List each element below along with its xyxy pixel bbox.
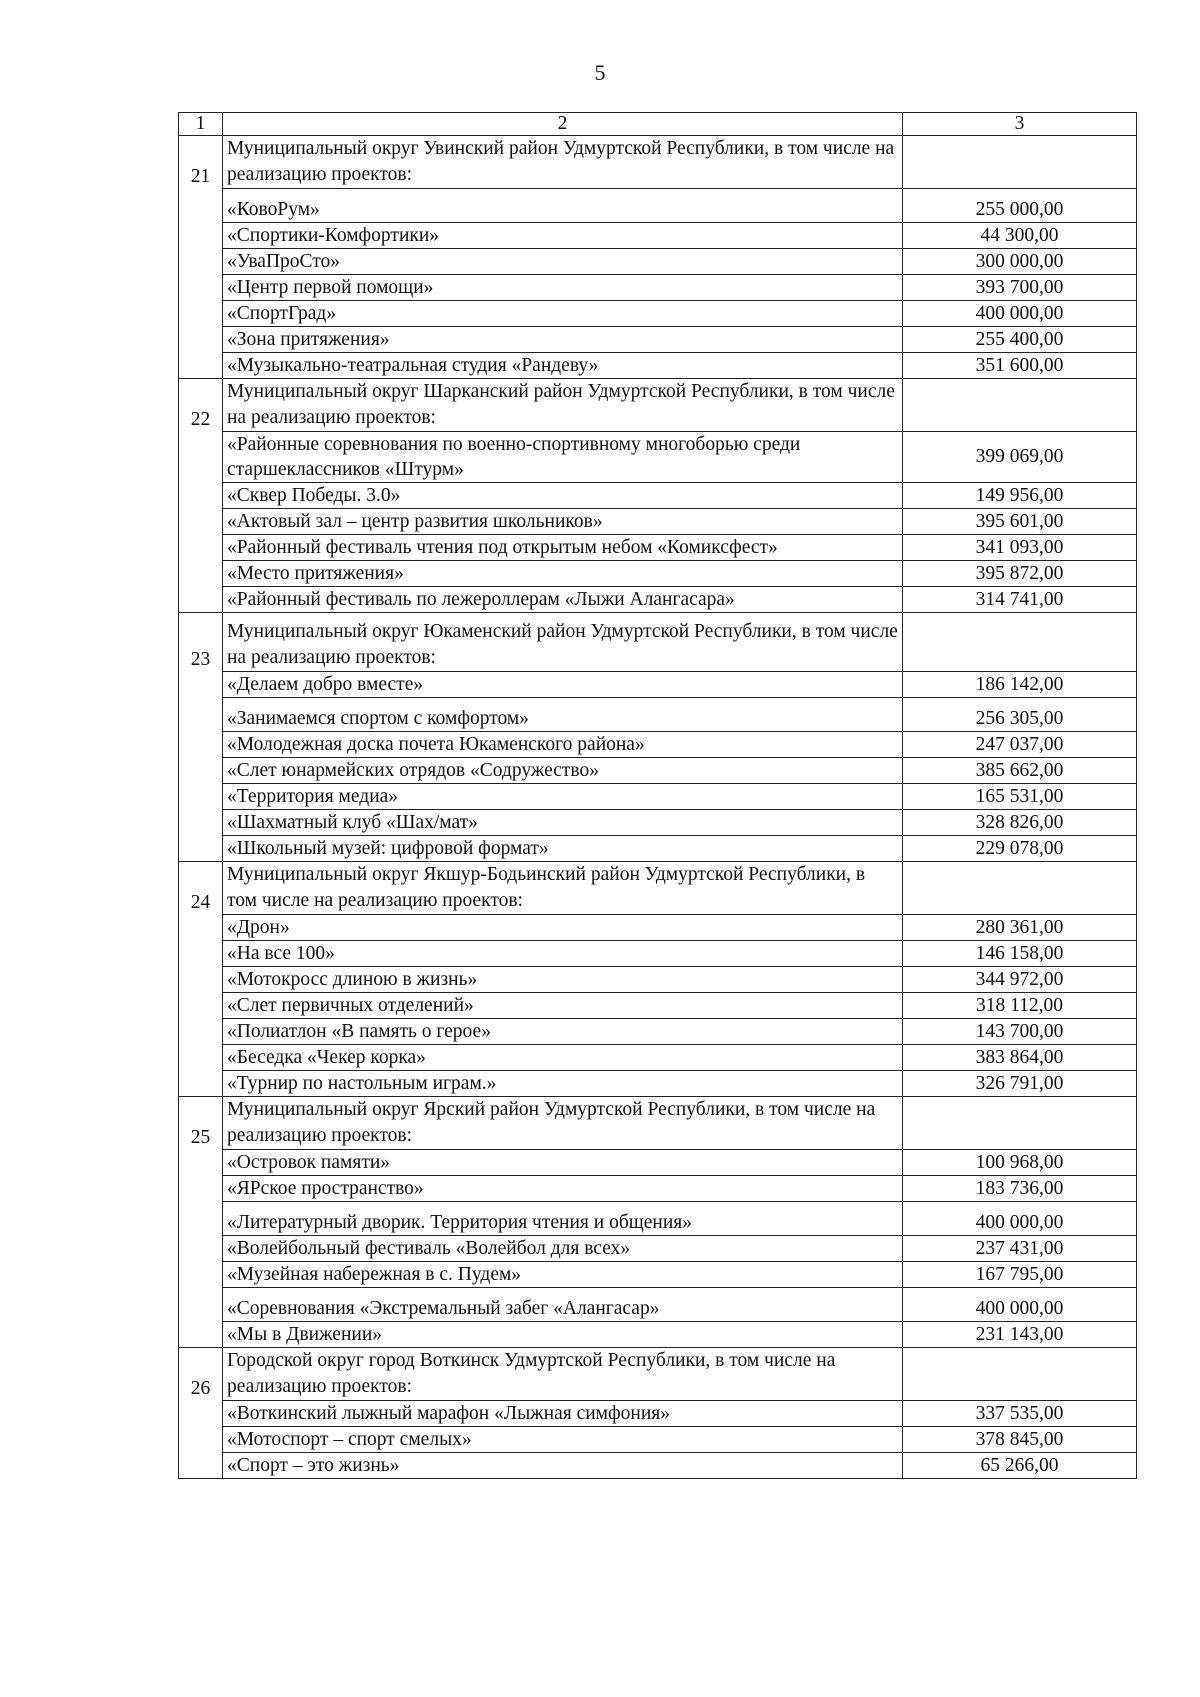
project-amount: 165 531,00 <box>903 784 1137 810</box>
project-name: «Соревнования «Экстремальный забег «Алангасар» <box>223 1288 903 1322</box>
project-name: «Территория медиа» <box>223 784 903 810</box>
project-row <box>179 1176 1137 1202</box>
municipality-row <box>179 1348 1137 1401</box>
amount-cell <box>903 136 1137 189</box>
project-amount: 378 845,00 <box>903 1427 1137 1453</box>
row-number: 21 <box>179 136 223 189</box>
project-amount: 183 736,00 <box>903 1176 1137 1202</box>
municipality-title: Муниципальный округ Юкаменский район Удмуртской Республики, в том числе на реализацию проектов: <box>223 613 903 672</box>
project-amount: 44 300,00 <box>903 223 1137 249</box>
municipality-row <box>179 862 1137 915</box>
project-amount: 231 143,00 <box>903 1322 1137 1348</box>
project-amount: 146 158,00 <box>903 941 1137 967</box>
project-amount: 341 093,00 <box>903 535 1137 561</box>
project-name: «Слет юнармейских отрядов «Содружество» <box>223 758 903 784</box>
project-row <box>179 223 1137 249</box>
project-row <box>179 1045 1137 1071</box>
project-amount: 149 956,00 <box>903 483 1137 509</box>
project-name: «Зона притяжения» <box>223 327 903 353</box>
project-amount: 318 112,00 <box>903 993 1137 1019</box>
project-row <box>179 535 1137 561</box>
project-name: «Волейбольный фестиваль «Волейбол для всех» <box>223 1236 903 1262</box>
project-amount: 143 700,00 <box>903 1019 1137 1045</box>
project-row <box>179 1150 1137 1176</box>
project-row <box>179 810 1137 836</box>
project-row <box>179 509 1137 535</box>
project-name: «Делаем добро вместе» <box>223 672 903 698</box>
project-amount: 400 000,00 <box>903 301 1137 327</box>
row-number: 24 <box>179 862 223 915</box>
project-amount: 395 872,00 <box>903 561 1137 587</box>
project-amount: 237 431,00 <box>903 1236 1137 1262</box>
project-row <box>179 941 1137 967</box>
project-name: «Турнир по настольным играм.» <box>223 1071 903 1097</box>
project-name: «Беседка «Чекер корка» <box>223 1045 903 1071</box>
amount-cell <box>903 862 1137 915</box>
municipality-row <box>179 379 1137 432</box>
column-header: 3 <box>903 113 1137 136</box>
project-name: «УваПроСто» <box>223 249 903 275</box>
project-amount: 400 000,00 <box>903 1288 1137 1322</box>
project-row <box>179 1427 1137 1453</box>
municipality-row <box>179 136 1137 189</box>
project-name: «Спортики-Комфортики» <box>223 223 903 249</box>
project-amount: 383 864,00 <box>903 1045 1137 1071</box>
project-name: «Шахматный клуб «Шах/мат» <box>223 810 903 836</box>
project-name: «Мотокросс длиною в жизнь» <box>223 967 903 993</box>
municipality-title: Городской округ город Воткинск Удмуртской Республики, в том числе на реализацию проектов: <box>223 1348 903 1401</box>
project-name: «Мы в Движении» <box>223 1322 903 1348</box>
project-row <box>179 784 1137 810</box>
project-name: «Занимаемся спортом с комфортом» <box>223 698 903 732</box>
funding-table <box>178 112 1137 1479</box>
project-row <box>179 189 1137 223</box>
municipality-row <box>179 613 1137 672</box>
project-name: «Слет первичных отделений» <box>223 993 903 1019</box>
project-name: «Полиатлон «В память о герое» <box>223 1019 903 1045</box>
project-amount: 229 078,00 <box>903 836 1137 862</box>
project-row <box>179 993 1137 1019</box>
project-amount: 351 600,00 <box>903 353 1137 379</box>
amount-cell <box>903 1348 1137 1401</box>
project-row <box>179 249 1137 275</box>
project-row <box>179 483 1137 509</box>
row-number: 25 <box>179 1097 223 1150</box>
project-amount: 300 000,00 <box>903 249 1137 275</box>
project-name: «Центр первой помощи» <box>223 275 903 301</box>
project-name: «Молодежная доска почета Юкаменского района» <box>223 732 903 758</box>
project-name: «ЯРское пространство» <box>223 1176 903 1202</box>
project-row <box>179 275 1137 301</box>
project-row <box>179 732 1137 758</box>
project-amount: 255 000,00 <box>903 189 1137 223</box>
municipality-title: Муниципальный округ Якшур-Бодьинский район Удмуртской Республики, в том числе на реализацию проектов: <box>223 862 903 915</box>
amount-cell <box>903 613 1137 672</box>
project-amount: 400 000,00 <box>903 1202 1137 1236</box>
project-name: «Музейная набережная в с. Пудем» <box>223 1262 903 1288</box>
project-name: «Районные соревнования по военно-спортивному многоборью среди старшеклассников «Штурм» <box>223 432 903 483</box>
municipality-row <box>179 1097 1137 1150</box>
project-name: «Островок памяти» <box>223 1150 903 1176</box>
project-name: «Школьный музей: цифровой формат» <box>223 836 903 862</box>
project-amount: 337 535,00 <box>903 1401 1137 1427</box>
municipality-title: Муниципальный округ Шарканский район Удмуртской Республики, в том числе на реализацию проектов: <box>223 379 903 432</box>
project-name: «Место притяжения» <box>223 561 903 587</box>
project-row <box>179 353 1137 379</box>
project-row <box>179 672 1137 698</box>
project-row <box>179 327 1137 353</box>
row-number: 22 <box>179 379 223 432</box>
project-amount: 314 741,00 <box>903 587 1137 613</box>
project-name: «Сквер Победы. 3.0» <box>223 483 903 509</box>
project-amount: 100 968,00 <box>903 1150 1137 1176</box>
project-row <box>179 967 1137 993</box>
project-row <box>179 915 1137 941</box>
project-amount: 256 305,00 <box>903 698 1137 732</box>
page-number: 5 <box>594 60 606 85</box>
project-row <box>179 1071 1137 1097</box>
project-amount: 186 142,00 <box>903 672 1137 698</box>
project-row <box>179 1202 1137 1236</box>
project-amount: 328 826,00 <box>903 810 1137 836</box>
project-amount: 326 791,00 <box>903 1071 1137 1097</box>
project-row <box>179 432 1137 483</box>
municipality-title: Муниципальный округ Увинский район Удмуртской Республики, в том числе на реализацию проектов: <box>223 136 903 189</box>
project-name: «Воткинский лыжный марафон «Лыжная симфония» <box>223 1401 903 1427</box>
project-row <box>179 698 1137 732</box>
project-row <box>179 1322 1137 1348</box>
project-amount: 395 601,00 <box>903 509 1137 535</box>
column-header: 2 <box>223 113 903 136</box>
amount-cell <box>903 379 1137 432</box>
project-row <box>179 587 1137 613</box>
project-row <box>179 836 1137 862</box>
municipality-title: Муниципальный округ Ярский район Удмуртской Республики, в том числе на реализацию проектов: <box>223 1097 903 1150</box>
amount-cell <box>903 1097 1137 1150</box>
project-amount: 167 795,00 <box>903 1262 1137 1288</box>
row-number: 26 <box>179 1348 223 1401</box>
project-row <box>179 1401 1137 1427</box>
project-amount: 247 037,00 <box>903 732 1137 758</box>
project-amount: 393 700,00 <box>903 275 1137 301</box>
project-amount: 255 400,00 <box>903 327 1137 353</box>
project-amount: 399 069,00 <box>903 432 1137 483</box>
project-name: «На все 100» <box>223 941 903 967</box>
project-name: «Районный фестиваль чтения под открытым небом «Комиксфест» <box>223 535 903 561</box>
table-header-row <box>179 113 1137 136</box>
project-name: «СпортГрад» <box>223 301 903 327</box>
row-number: 23 <box>179 613 223 672</box>
project-row <box>179 1262 1137 1288</box>
project-row <box>179 1236 1137 1262</box>
project-name: «Актовый зал – центр развития школьников» <box>223 509 903 535</box>
project-name: «Дрон» <box>223 915 903 941</box>
project-name: «Спорт – это жизнь» <box>223 1453 903 1479</box>
project-row <box>179 1288 1137 1322</box>
project-name: «Музыкально-театральная студия «Рандеву» <box>223 353 903 379</box>
project-amount: 280 361,00 <box>903 915 1137 941</box>
project-name: «КовоРум» <box>223 189 903 223</box>
project-row <box>179 758 1137 784</box>
project-row <box>179 301 1137 327</box>
project-name: «Мотоспорт – спорт смелых» <box>223 1427 903 1453</box>
project-amount: 65 266,00 <box>903 1453 1137 1479</box>
project-amount: 344 972,00 <box>903 967 1137 993</box>
project-name: «Литературный дворик. Территория чтения и общения» <box>223 1202 903 1236</box>
project-row <box>179 1019 1137 1045</box>
project-name: «Районный фестиваль по лежероллерам «Лыжи Алангасара» <box>223 587 903 613</box>
project-row <box>179 561 1137 587</box>
project-amount: 385 662,00 <box>903 758 1137 784</box>
column-header: 1 <box>179 113 223 136</box>
project-row <box>179 1453 1137 1479</box>
